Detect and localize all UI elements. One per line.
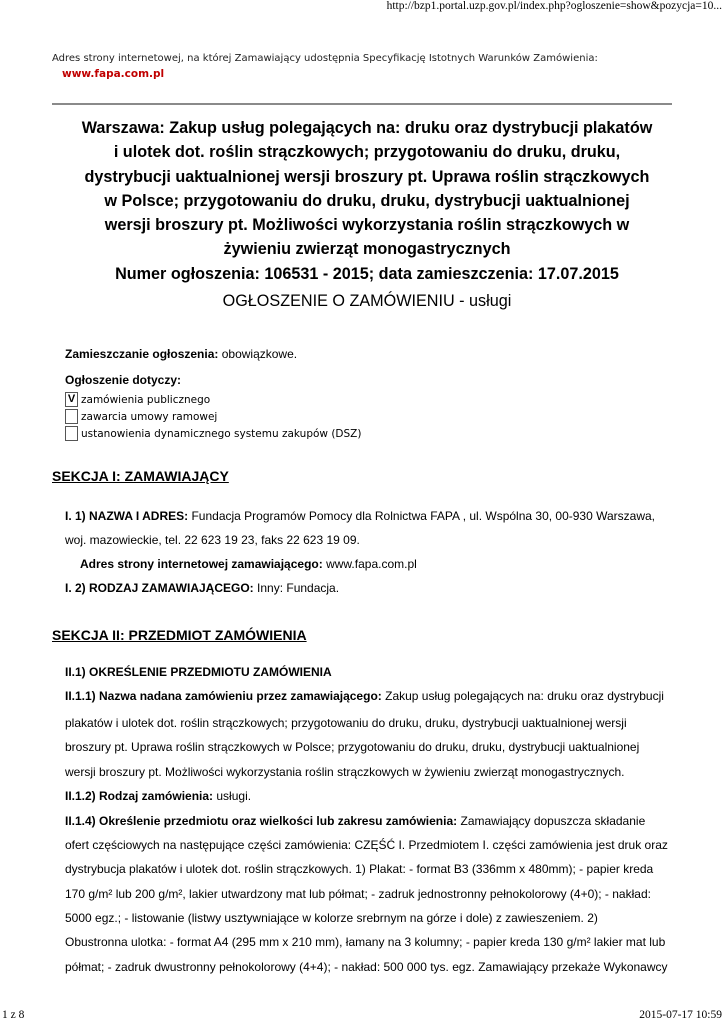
order-scope-label: II.1.4) Określenie przedmiotu oraz wielkości lub zakresu zamówienia: xyxy=(65,814,458,828)
checkbox-unchecked-icon xyxy=(65,426,78,441)
order-kind-value: usługi. xyxy=(216,789,252,803)
contracting-name-row xyxy=(65,509,655,523)
contracting-website-label: Adres strony internetowej zamawiającego: xyxy=(80,557,323,571)
notice-subtitle: OGŁOSZENIE O ZAMÓWIENIU - usługi xyxy=(222,292,512,310)
order-kind-label: II.1.2) Rodzaj zamówienia: xyxy=(65,789,214,803)
contracting-type-row xyxy=(65,581,339,595)
order-scope-line: Obustronna ulotka: - format A4 (295 mm x 210 mm), łamany na 3 kolumny; - papier kreda 130 g/m² lakier mat lub xyxy=(65,935,666,949)
posting-label: Zamieszczanie ogłoszenia: xyxy=(65,347,219,361)
concerns-option xyxy=(65,392,210,407)
notice-title xyxy=(52,116,682,286)
title-line: żywieniu zwierząt monogastrycznych xyxy=(223,240,511,259)
posting-value: obowiązkowe. xyxy=(221,347,298,361)
checkbox-unchecked-icon xyxy=(65,409,78,424)
contracting-name-value: Fundacja Programów Pomocy dla Rolnictwa FAPA , ul. Wspólna 30, 00-930 Warszawa, xyxy=(191,509,656,523)
order-name-line: broszury pt. Uprawa roślin strączkowych w Polsce; przygotowaniu do druku, druku, dystrybucji uaktualnionej xyxy=(65,740,640,754)
concerns-option xyxy=(65,426,361,441)
contracting-type-value: Inny: Fundacja. xyxy=(257,581,340,595)
contracting-website-value: www.fapa.com.pl xyxy=(326,557,417,571)
print-datetime: 2015-07-17 10:59 xyxy=(639,1009,722,1021)
subject-subheading: II.1) OKREŚLENIE PRZEDMIOTU ZAMÓWIENIA xyxy=(65,665,332,679)
posting-row xyxy=(65,347,297,361)
contracting-name-label: I. 1) NAZWA I ADRES: xyxy=(65,509,189,523)
header-divider xyxy=(52,103,672,105)
order-scope-line: Zamawiający dopuszcza składanie xyxy=(460,814,646,828)
print-header-url: http://bzp1.portal.uzp.gov.pl/index.php?ogloszenie=show&pozycja=10... xyxy=(386,0,722,12)
order-scope-line: 170 g/m² lub 200 g/m², lakier utwardzony mat lub półmat; - zadruk jednostronny pełnokolorowy (4+0); - nakład: xyxy=(65,887,651,901)
order-name-line: Zakup usług polegających na: druku oraz dystrybucji xyxy=(385,689,664,703)
title-line: dystrybucji uaktualnionej wersji broszury pt. Uprawa roślin strączkowych xyxy=(84,167,650,186)
notice-number-line: Numer ogłoszenia: 106531 - 2015; data zamieszczenia: 17.07.2015 xyxy=(115,264,619,283)
siwz-website-link[interactable]: www.fapa.com.pl xyxy=(62,68,165,80)
order-scope-line: 5000 egz.; - listowanie (listwy usztywniające w kolorze srebrnym na górze i dole) z zawieszeniem. 2) xyxy=(65,911,598,925)
order-scope-row xyxy=(65,814,645,828)
title-line: i ulotek dot. roślin strączkowych; przygotowaniu do druku, druku, xyxy=(113,143,621,162)
concerns-option-label: ustanowienia dynamicznego systemu zakupów (DSZ) xyxy=(81,427,362,440)
page-counter: 1 z 8 xyxy=(2,1009,25,1021)
concerns-option-label: zawarcia umowy ramowej xyxy=(81,410,218,423)
title-line: Warszawa: Zakup usług polegających na: druku oraz dystrybucji plakatów xyxy=(81,119,653,137)
contracting-website-row xyxy=(80,557,417,571)
siwz-intro-text: Adres strony internetowej, na której Zamawiający udostępnia Specyfikację Istotnych Warunków Zamówienia: xyxy=(52,53,598,64)
concerns-label: Ogłoszenie dotyczy: xyxy=(65,373,182,387)
title-line: w Polsce; przygotowaniu do druku, druku, dystrybucji uaktualnionej xyxy=(104,191,630,210)
order-name-label: II.1.1) Nazwa nadana zamówieniu przez zamawiającego: xyxy=(65,689,382,703)
concerns-option xyxy=(65,409,217,424)
order-name-row xyxy=(65,689,664,703)
order-scope-line: półmat; - zadruk dwustronny pełnokolorowy (4+4); - nakład: 500 000 tys. egz. Zamawiający przekaże Wykonawcy xyxy=(65,960,668,974)
checkbox-checked-icon: V xyxy=(65,392,78,407)
order-scope-line: dystrybucja plakatów i ulotek dot. roślin strączkowych. 1) Plakat: - format B3 (336mm x 480mm); - papier kreda xyxy=(65,862,654,876)
contracting-type-label: I. 2) RODZAJ ZAMAWIAJĄCEGO: xyxy=(65,581,254,595)
order-name-line: wersji broszury pt. Możliwości wykorzystania roślin strączkowych w żywieniu zwierząt monogastrycznych. xyxy=(65,765,625,779)
order-kind-row xyxy=(65,789,251,803)
section-1-heading: SEKCJA I: ZAMAWIAJĄCY xyxy=(52,468,229,484)
concerns-option-label: zamówienia publicznego xyxy=(81,393,211,406)
order-scope-line: ofert częściowych na następujące części zamówienia: CZĘŚĆ I. Przedmiotem I. części zamówienia jest druk oraz xyxy=(65,838,668,852)
contracting-contact: woj. mazowieckie, tel. 22 623 19 23, faks 22 623 19 09. xyxy=(65,533,360,547)
section-2-heading: SEKCJA II: PRZEDMIOT ZAMÓWIENIA xyxy=(52,627,307,643)
order-name-line: plakatów i ulotek dot. roślin strączkowych; przygotowaniu do druku, druku, dystrybucji uaktualnionej wersji xyxy=(65,716,627,730)
title-line: wersji broszury pt. Możliwości wykorzystania roślin strączkowych w xyxy=(104,216,630,235)
